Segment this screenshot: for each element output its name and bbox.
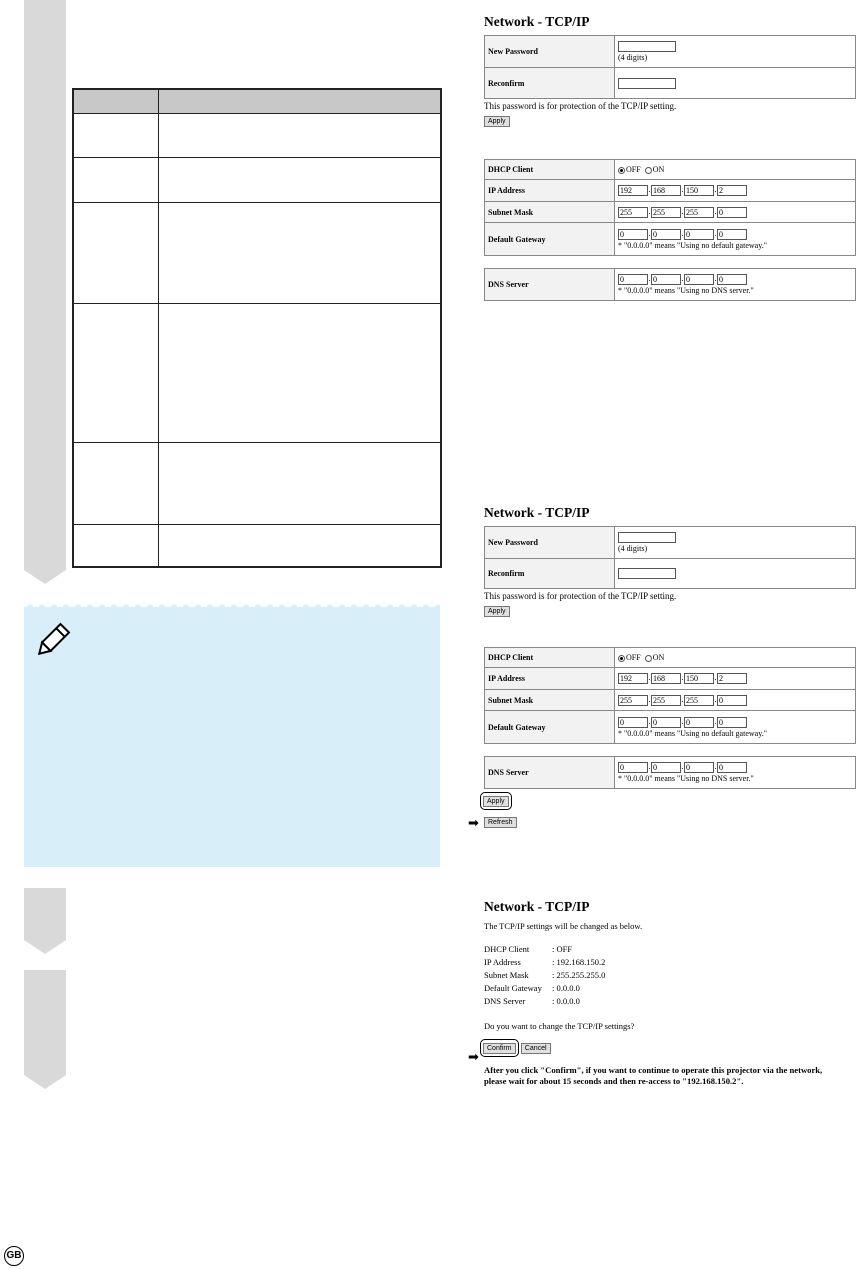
- dhcp-on-radio[interactable]: [645, 655, 652, 662]
- confirm-intro: The TCP/IP settings will be changed as below.: [484, 921, 643, 931]
- apply-highlight: [480, 792, 512, 810]
- ip-address-label: IP Address: [485, 180, 615, 202]
- summary-line: DHCP Client : OFF: [484, 944, 573, 954]
- after-note-line-2: please wait for about 15 seconds and then re-access to "192.168.150.2".: [484, 1076, 744, 1086]
- gateway-octet-2[interactable]: 0: [651, 229, 681, 240]
- dhcp-label: DHCP Client: [485, 160, 615, 180]
- dns-octet-2[interactable]: 0: [651, 274, 681, 285]
- table-header: [158, 89, 441, 113]
- gateway-octet-1[interactable]: 0: [618, 229, 648, 240]
- ip-octet-4[interactable]: 2: [717, 673, 747, 684]
- dns-hint: * "0.0.0.0" means "Using no DNS server.": [618, 286, 754, 295]
- subnet-octet-1[interactable]: 255: [618, 695, 648, 706]
- summary-line: Default Gateway : 0.0.0.0: [484, 983, 580, 993]
- table-cell: [158, 524, 441, 567]
- table-cell: [158, 113, 441, 157]
- confirm-highlight: [480, 1039, 519, 1057]
- summary-line: DNS Server : 0.0.0.0: [484, 996, 580, 1006]
- gateway-octet-1[interactable]: 0: [618, 717, 648, 728]
- table-row: [73, 202, 441, 303]
- table-header-row: [73, 89, 441, 113]
- ip-octet-2[interactable]: 168: [651, 185, 681, 196]
- protect-text: This password is for protection of the TCP/IP setting.: [484, 101, 677, 111]
- dhcp-off-radio[interactable]: [618, 167, 625, 174]
- new-password-label: New Password: [485, 527, 615, 559]
- table-row: [73, 157, 441, 202]
- dns-octet-2[interactable]: 0: [651, 762, 681, 773]
- default-gateway-label: Default Gateway: [485, 223, 615, 256]
- reconfirm-label: Reconfirm: [485, 68, 615, 99]
- subnet-mask-label: Subnet Mask: [485, 690, 615, 711]
- dns-octet-4[interactable]: 0: [717, 274, 747, 285]
- ip-address-label: IP Address: [485, 668, 615, 690]
- subnet-mask-label: Subnet Mask: [485, 202, 615, 223]
- subnet-octet-2[interactable]: 255: [651, 207, 681, 218]
- ip-octet-1[interactable]: 192: [618, 185, 648, 196]
- table-cell: [73, 113, 158, 157]
- apply-button-2[interactable]: Apply: [483, 796, 509, 807]
- tcpip-panel-2: [484, 505, 856, 828]
- apply-button[interactable]: Apply: [484, 116, 510, 127]
- digits-hint: (4 digits): [618, 53, 648, 62]
- gateway-hint: * "0.0.0.0" means "Using no default gateway.": [618, 240, 767, 250]
- table-row: [73, 524, 441, 567]
- tcpip-table: DHCP Client OFF ON IP Address 192 . 168 . 150 . 2 Subnet Mask 255 . 255 . 255 . 0 Default Gateway 0 . 0 . 0 . 0 * "0.0.0.0" means "Using no default gateway.": [484, 159, 856, 256]
- password-table: [484, 526, 856, 589]
- subnet-octet-4[interactable]: 0: [717, 695, 747, 706]
- dhcp-label: DHCP Client: [485, 648, 615, 668]
- reconfirm-label: Reconfirm: [485, 559, 615, 589]
- table-header: [73, 89, 158, 113]
- dhcp-on-label: ON: [652, 165, 665, 174]
- subnet-octet-2[interactable]: 255: [651, 695, 681, 706]
- table-cell: [158, 303, 441, 442]
- dns-table: DNS Server 0 . 0 . 0 . 0 * "0.0.0.0" means "Using no DNS server.": [484, 268, 856, 301]
- panel-title: Network - TCP/IP: [484, 14, 590, 29]
- dhcp-on-radio[interactable]: [645, 167, 652, 174]
- page-region-badge: GB: [4, 1246, 24, 1266]
- gateway-hint: * "0.0.0.0" means "Using no default gateway.": [618, 728, 767, 738]
- ip-octet-3[interactable]: 150: [684, 673, 714, 684]
- protect-text: This password is for protection of the TCP/IP setting.: [484, 591, 677, 601]
- ip-octet-1[interactable]: 192: [618, 673, 648, 684]
- gateway-octet-3[interactable]: 0: [684, 717, 714, 728]
- table-cell: [158, 202, 441, 303]
- step-bar-1: [24, 0, 66, 570]
- tcpip-panel-1: [484, 14, 856, 301]
- step-bar-2: [24, 888, 66, 940]
- settings-summary: [484, 943, 856, 1008]
- gateway-octet-2[interactable]: 0: [651, 717, 681, 728]
- ip-octet-4[interactable]: 2: [717, 185, 747, 196]
- table-cell: [73, 524, 158, 567]
- table-cell: [73, 157, 158, 202]
- table-row: [73, 303, 441, 442]
- dhcp-off-label: OFF: [626, 653, 641, 662]
- cancel-button[interactable]: Cancel: [521, 1043, 551, 1054]
- dhcp-off-label: OFF: [626, 165, 641, 174]
- table-cell: [73, 442, 158, 524]
- summary-line: IP Address : 192.168.150.2: [484, 957, 606, 967]
- dns-octet-1[interactable]: 0: [618, 762, 648, 773]
- reconfirm-input[interactable]: [618, 78, 676, 89]
- dns-octet-3[interactable]: 0: [684, 762, 714, 773]
- subnet-octet-4[interactable]: 0: [717, 207, 747, 218]
- table-cell: [73, 202, 158, 303]
- table-row: [73, 442, 441, 524]
- settings-table: [72, 88, 442, 568]
- pencil-icon: [32, 621, 72, 661]
- gateway-octet-4[interactable]: 0: [717, 229, 747, 240]
- panel-title: Network - TCP/IP: [484, 899, 590, 914]
- table-cell: [158, 157, 441, 202]
- gateway-octet-3[interactable]: 0: [684, 229, 714, 240]
- default-gateway-label: Default Gateway: [485, 711, 615, 744]
- digits-hint: (4 digits): [618, 544, 648, 553]
- refresh-button[interactable]: Refresh: [484, 817, 517, 828]
- summary-line: Subnet Mask : 255.255.255.0: [484, 970, 606, 980]
- dns-octet-4[interactable]: 0: [717, 762, 747, 773]
- confirm-button[interactable]: Confirm: [483, 1043, 516, 1054]
- subnet-octet-3[interactable]: 255: [684, 695, 714, 706]
- dhcp-off-radio[interactable]: [618, 655, 625, 662]
- dns-server-label: DNS Server: [485, 269, 615, 301]
- dns-server-label: DNS Server: [485, 757, 615, 789]
- gateway-octet-4[interactable]: 0: [717, 717, 747, 728]
- table-cell: [73, 303, 158, 442]
- new-password-input[interactable]: [618, 41, 676, 52]
- dns-table: DNS Server 0 . 0 . 0 . 0 * "0.0.0.0" means "Using no DNS server.": [484, 756, 856, 789]
- password-table: [484, 35, 856, 99]
- reconfirm-input[interactable]: [618, 568, 676, 579]
- ip-octet-3[interactable]: 150: [684, 185, 714, 196]
- apply-button[interactable]: Apply: [484, 606, 510, 617]
- dns-hint: * "0.0.0.0" means "Using no DNS server.": [618, 774, 754, 783]
- table-cell: [158, 442, 441, 524]
- note-box: [24, 607, 440, 867]
- new-password-label: New Password: [485, 36, 615, 68]
- subnet-octet-3[interactable]: 255: [684, 207, 714, 218]
- ip-octet-2[interactable]: 168: [651, 673, 681, 684]
- table-row: [73, 113, 441, 157]
- panel-title: Network - TCP/IP: [484, 505, 590, 520]
- new-password-input[interactable]: [618, 532, 676, 543]
- after-note: [484, 1065, 859, 1087]
- subnet-octet-1[interactable]: 255: [618, 207, 648, 218]
- arrow-right-icon: ➡: [468, 816, 479, 831]
- step-bar-3: [24, 970, 66, 1075]
- dns-octet-1[interactable]: 0: [618, 274, 648, 285]
- arrow-right-icon: ➡: [468, 1050, 479, 1065]
- dhcp-on-label: ON: [652, 653, 665, 662]
- after-note-line-1: After you click "Confirm", if you want to continue to operate this projector via the network,: [484, 1065, 823, 1075]
- tcpip-table: DHCP Client OFF ON IP Address 192 . 168 . 150 . 2 Subnet Mask 255 . 255 . 255 . 0 Default Gateway 0 . 0 . 0 . 0 * "0.0.0.0" means "Using no default gateway.": [484, 647, 856, 744]
- confirm-question: Do you want to change the TCP/IP settings?: [484, 1021, 635, 1031]
- confirm-panel: [484, 899, 856, 1087]
- dns-octet-3[interactable]: 0: [684, 274, 714, 285]
